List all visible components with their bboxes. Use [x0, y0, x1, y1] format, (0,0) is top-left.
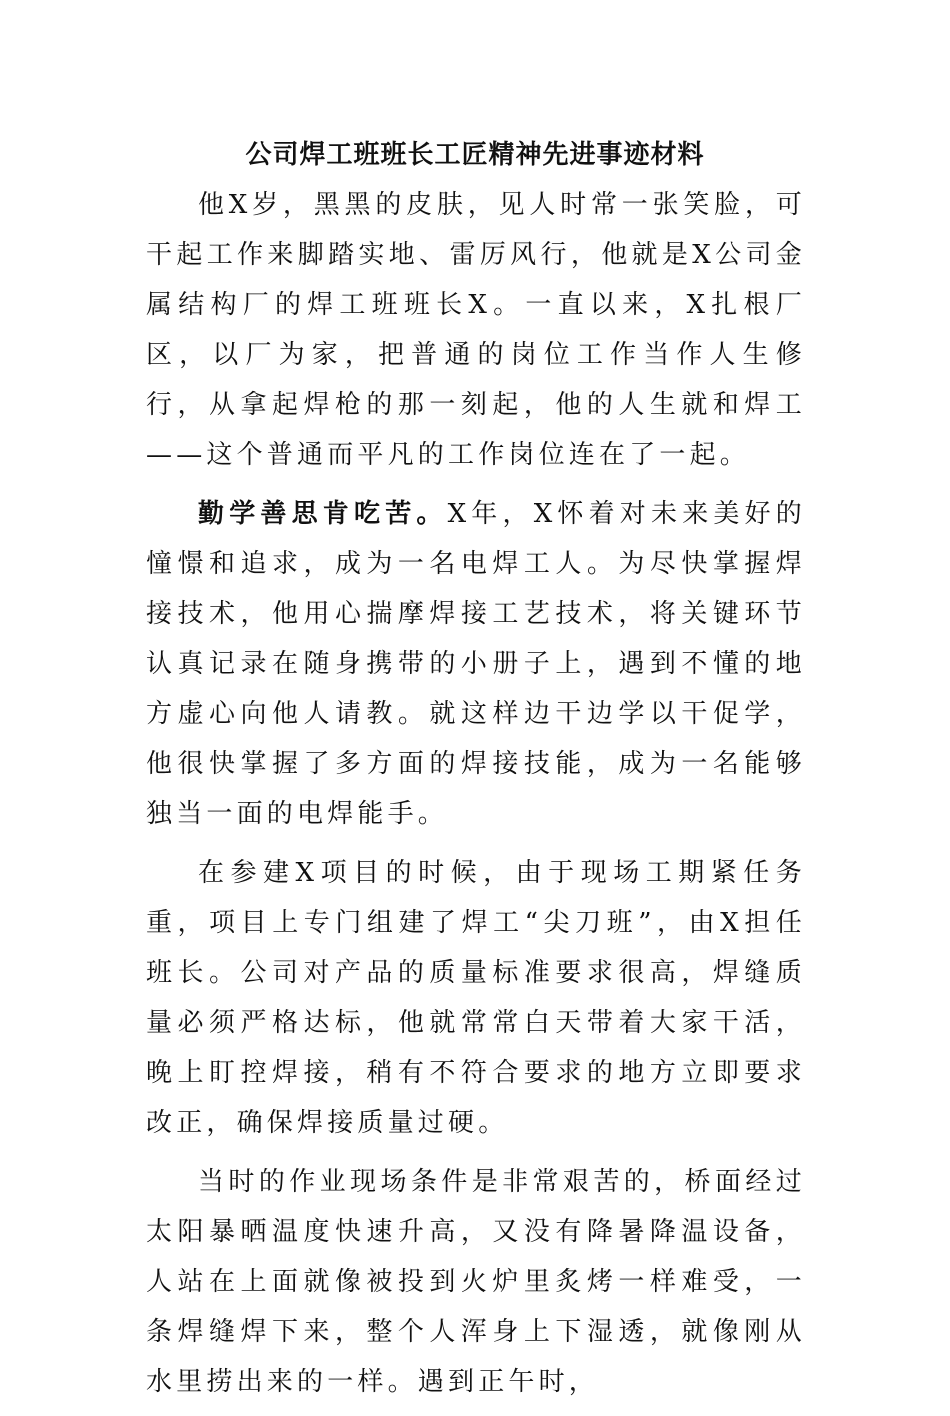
paragraph-text: X年，X怀着对未来美好的憧憬和追求，成为一名电焊工人。为尽快掌握焊接技术，他用心揣摩焊接工艺技术，将关键环节认真记录在随身携带的小册子上，遇到不懂的地方虚心向他人请教。就这样边干边学以干促学，他很快掌握了多方面的焊接技能，成为一名能够独当一面的电焊能手。 — [146, 499, 806, 829]
paragraph-lead-heading: 勤学善思肯吃苦。 — [198, 499, 448, 529]
paragraph-intro — [146, 180, 806, 480]
paragraph-text: 当时的作业现场条件是非常艰苦的，桥面经过太阳暴晒温度快速升高，又没有降暑降温设备，人站在上面就像被投到火炉里炙烤一样难受，一条焊缝焊下来，整个人浑身上下湿透，就像刚从水里捞出来的一样。遇到正午时， — [146, 1167, 806, 1397]
paragraph-conditions — [146, 1157, 806, 1407]
paragraph-project — [146, 848, 806, 1148]
paragraph-diligent-study — [146, 489, 806, 839]
document-title: 公司焊工班班长工匠精神先进事迹材料 — [245, 140, 705, 170]
paragraph-text: 他X岁，黑黑的皮肤，见人时常一张笑脸，可干起工作来脚踏实地、雷厉风行，他就是X公司金属结构厂的焊工班班长X。一直以来，X扎根厂区，以厂为家，把普通的岗位工作当作人生修行，从拿起焊枪的那一刻起，他的人生就和焊工——这个普通而平凡的工作岗位连在了一起。 — [146, 190, 806, 470]
paragraph-text: 在参建X项目的时候，由于现场工期紧任务重，项目上专门组建了焊工“尖刀班”，由X担任班长。公司对产品的质量标准要求很高，焊缝质量必须严格达标，他就常常白天带着大家干活，晚上盯控焊接，稍有不符合要求的地方立即要求改正，确保焊接质量过硬。 — [146, 858, 806, 1138]
document-body — [146, 180, 806, 1416]
